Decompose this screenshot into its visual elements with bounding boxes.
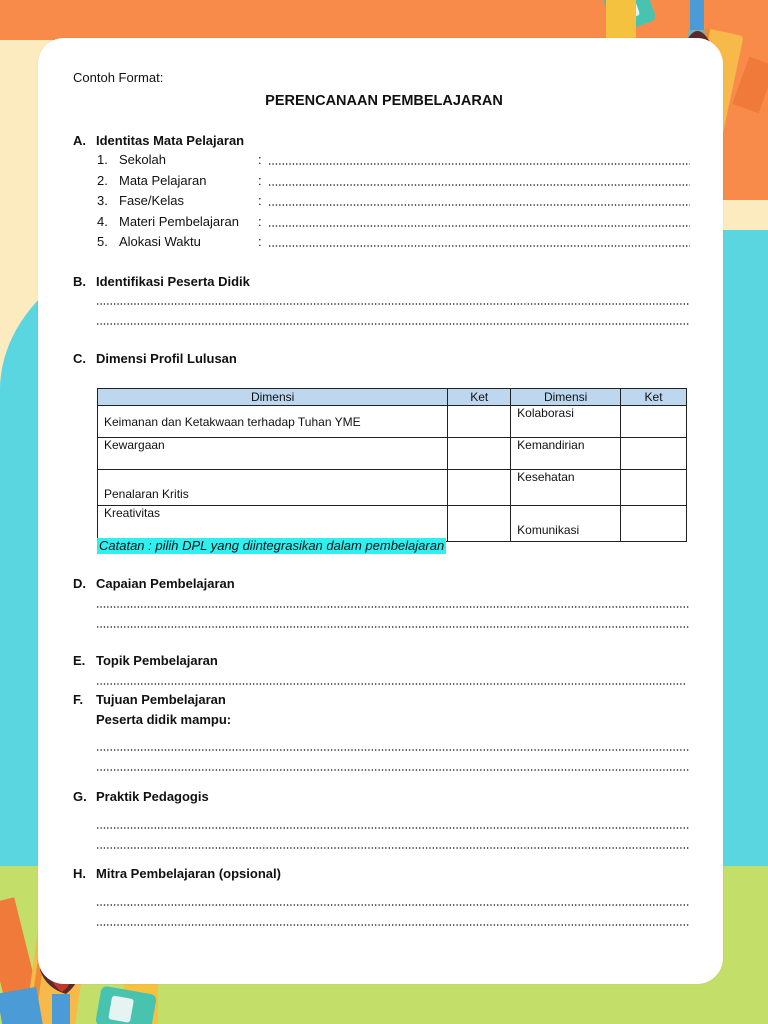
section-d-heading: Capaian Pembelajaran bbox=[96, 576, 235, 591]
section-h-fill-line[interactable] bbox=[96, 904, 690, 906]
page-title: PERENCANAAN PEMBELAJARAN bbox=[265, 93, 503, 109]
dimensi-table bbox=[97, 388, 687, 542]
section-c-letter: C. bbox=[73, 351, 86, 366]
ket-cell[interactable] bbox=[621, 406, 687, 438]
dimensi-cell: Komunikasi bbox=[511, 506, 621, 542]
section-d-letter: D. bbox=[73, 576, 86, 591]
col-header-dimensi: Dimensi bbox=[98, 389, 448, 406]
item-2-num: 2. bbox=[97, 173, 108, 188]
section-g-letter: G. bbox=[73, 789, 87, 804]
item-1-colon: : bbox=[258, 152, 262, 167]
col-header-ket: Ket bbox=[621, 389, 687, 406]
table-header-row bbox=[98, 389, 687, 406]
section-b-fill-line[interactable] bbox=[96, 323, 690, 325]
section-h-fill-line[interactable] bbox=[96, 924, 690, 926]
table-row bbox=[98, 406, 687, 438]
ket-cell[interactable] bbox=[448, 438, 511, 470]
section-g-fill-line[interactable] bbox=[96, 847, 690, 849]
ket-cell[interactable] bbox=[621, 506, 687, 542]
section-b-fill-line[interactable] bbox=[96, 303, 690, 305]
item-1-num: 1. bbox=[97, 152, 108, 167]
section-a-letter: A. bbox=[73, 133, 86, 148]
section-f-fill-line[interactable] bbox=[96, 769, 690, 771]
item-1-label: Sekolah bbox=[119, 152, 166, 167]
col-header-ket: Ket bbox=[448, 389, 511, 406]
ket-cell[interactable] bbox=[448, 470, 511, 506]
table-row bbox=[98, 470, 687, 506]
section-d-fill-line[interactable] bbox=[96, 606, 690, 608]
section-f-heading: Tujuan Pembelajaran bbox=[96, 692, 226, 707]
item-5-fill-line[interactable] bbox=[268, 245, 690, 247]
ket-cell[interactable] bbox=[621, 470, 687, 506]
ket-cell[interactable] bbox=[621, 438, 687, 470]
dimensi-cell: Kreativitas bbox=[98, 506, 448, 542]
section-e-letter: E. bbox=[73, 653, 86, 668]
item-4-num: 4. bbox=[97, 214, 108, 229]
item-5-label: Alokasi Waktu bbox=[119, 234, 201, 249]
item-5-num: 5. bbox=[97, 234, 108, 249]
item-5-colon: : bbox=[258, 234, 262, 249]
item-3-fill-line[interactable] bbox=[268, 204, 690, 206]
section-a-heading: Identitas Mata Pelajaran bbox=[96, 133, 245, 148]
item-2-colon: : bbox=[258, 173, 262, 188]
item-4-fill-line[interactable] bbox=[268, 225, 690, 227]
dimensi-cell: Kolaborasi bbox=[511, 406, 621, 438]
catatan-note: Catatan : pilih DPL yang diintegrasikan dalam pembelajaran bbox=[99, 538, 445, 553]
section-e-fill-line[interactable] bbox=[96, 683, 686, 685]
ket-cell[interactable] bbox=[448, 406, 511, 438]
table-row bbox=[98, 438, 687, 470]
contoh-label: Contoh Format: bbox=[73, 70, 164, 85]
section-c-heading: Dimensi Profil Lulusan bbox=[96, 351, 237, 366]
item-3-colon: : bbox=[258, 193, 262, 208]
section-g-fill-line[interactable] bbox=[96, 827, 690, 829]
section-f-subheading: Peserta didik mampu: bbox=[96, 712, 232, 727]
dimensi-cell: Kewargaan bbox=[98, 438, 448, 470]
item-3-label: Fase/Kelas bbox=[119, 193, 185, 208]
item-4-label: Materi Pembelajaran bbox=[119, 214, 239, 229]
section-e-heading: Topik Pembelajaran bbox=[96, 653, 218, 668]
dimensi-cell: Kemandirian bbox=[511, 438, 621, 470]
item-2-fill-line[interactable] bbox=[268, 184, 690, 186]
section-b-heading: Identifikasi Peserta Didik bbox=[96, 274, 250, 289]
section-f-letter: F. bbox=[73, 692, 84, 707]
table-row bbox=[98, 506, 687, 542]
section-b-letter: B. bbox=[73, 274, 86, 289]
section-h-letter: H. bbox=[73, 866, 86, 881]
section-d-fill-line[interactable] bbox=[96, 626, 690, 628]
item-1-fill-line[interactable] bbox=[268, 163, 690, 165]
section-h-heading: Mitra Pembelajaran (opsional) bbox=[96, 866, 281, 881]
col-header-dimensi: Dimensi bbox=[511, 389, 621, 406]
dimensi-cell: Kesehatan bbox=[511, 470, 621, 506]
dimensi-cell: Keimanan dan Ketakwaan terhadap Tuhan YME bbox=[98, 406, 448, 438]
item-3-num: 3. bbox=[97, 193, 108, 208]
section-f-fill-line[interactable] bbox=[96, 749, 690, 751]
dimensi-cell: Penalaran Kritis bbox=[98, 470, 448, 506]
item-4-colon: : bbox=[258, 214, 262, 229]
item-2-label: Mata Pelajaran bbox=[119, 173, 207, 188]
section-g-heading: Praktik Pedagogis bbox=[96, 789, 209, 804]
ket-cell[interactable] bbox=[448, 506, 511, 542]
